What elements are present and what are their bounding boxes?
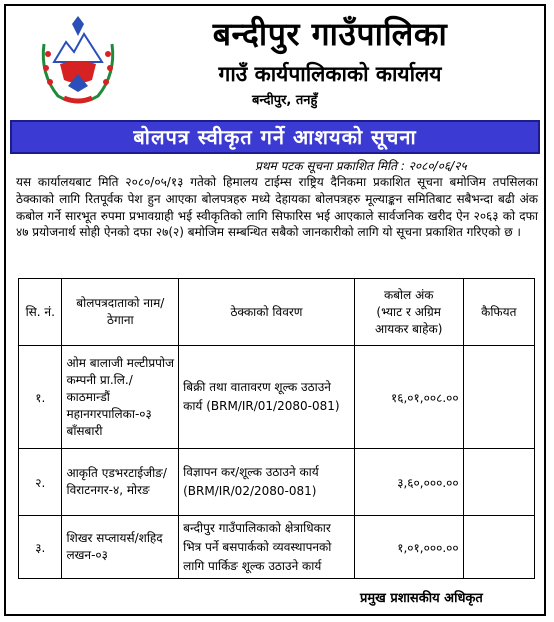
row-amount: ३,६०,०००.०० [354, 449, 463, 516]
office-title: बन्दीपुर गाउँपालिका [212, 15, 448, 53]
table-row [19, 449, 535, 516]
emblem-logo-icon [34, 14, 122, 110]
row-sn: २. [19, 449, 62, 516]
office-subtitle: गाउँ कार्यपालिकाको कार्यालय [218, 62, 442, 86]
header-bidder: बोलपत्रदाताको नाम/ठेगाना [62, 279, 179, 346]
row-remarks [463, 449, 534, 516]
signoff-title: प्रमुख प्रशासकीय अधिकृत [360, 591, 483, 606]
row-bidder: ओम बालाजी मल्टीप्रपोज कम्पनी प्रा.लि./काठमान्डौं महानगरपालिका-०३ बाँसबारी [62, 346, 179, 449]
table-row [19, 516, 535, 579]
row-amount: १,०१,०००.०० [354, 516, 463, 579]
row-remarks [463, 516, 534, 579]
first-publication-date: प्रथम पटक सूचना प्रकाशित मिति : २०८०/०६/२५ [255, 159, 467, 173]
row-bidder: आकृति एडभरटाईजीङ/विराटनगर-४, मोरङ [62, 449, 179, 516]
header-amount [354, 279, 463, 346]
header-sn: सि. नं. [19, 279, 62, 346]
row-sn: १. [19, 346, 62, 449]
header-amount-line2: (भ्याट र अग्रिम आयकर बाहेक) [375, 304, 443, 336]
header-remarks: कैफियत [463, 279, 534, 346]
notice-body: यस कार्यालयबाट मिति २०८०/०५/१३ गतेको हिमालय टाईम्स राष्ट्रिय दैनिकमा प्रकाशित सूचना बमोजिम तपसिलका ठेक्काको लागि रितपूर्वक पेश हुन आएका बोलपत्रहरु मध्ये देहायका बोलपत्रहरु मूल्याङ्कन समितिबाट सबैभन्दा बढी अंक कबोल गर्ने सारभूत रुपमा प्रभावग्राही भई स्वीकृतिको लागि सिफारिस भई आएकाले सार्वजनिक खरीद ऐन २०६३ को दफा ४७ प्रयोजनार्थ सोही ऐनको दफा २७(२) बमोजिम सम्बन्धित सबैको जानकारीको लागि यो सूचना प्रकाशित गरिएको छ । [16, 175, 538, 240]
table-row [19, 346, 535, 449]
row-description: विज्ञापन कर/शूल्क उठाउने कार्य (BRM/IR/02/2080-081) [179, 449, 355, 516]
bid-table [18, 278, 535, 579]
row-bidder: शिखर सप्लायर्स/शहिद लखन-०३ [62, 516, 179, 579]
row-description: बन्दीपुर गाउँपालिकाको क्षेत्राधिकार भित्र पर्ने बसपार्कको व्यवस्थापनको लागि पार्किङ शूल्क उठाउने कार्य [179, 516, 355, 579]
row-description: बिक्री तथा वातावरण शूल्क उठाउने कार्य (BRM/IR/01/2080-081) [179, 346, 355, 449]
notice-banner: बोलपत्र स्वीकृत गर्ने आशयको सूचना [10, 120, 540, 154]
header-amount-line1: कबोल अंक [383, 287, 434, 302]
row-amount: १६,०१,००८.०० [354, 346, 463, 449]
row-sn: ३. [19, 516, 62, 579]
row-remarks [463, 346, 534, 449]
header-description: ठेक्काको विवरण [179, 279, 355, 346]
office-address: बन्दीपुर, तनहुँ [252, 93, 318, 108]
table-header-row [19, 279, 535, 346]
